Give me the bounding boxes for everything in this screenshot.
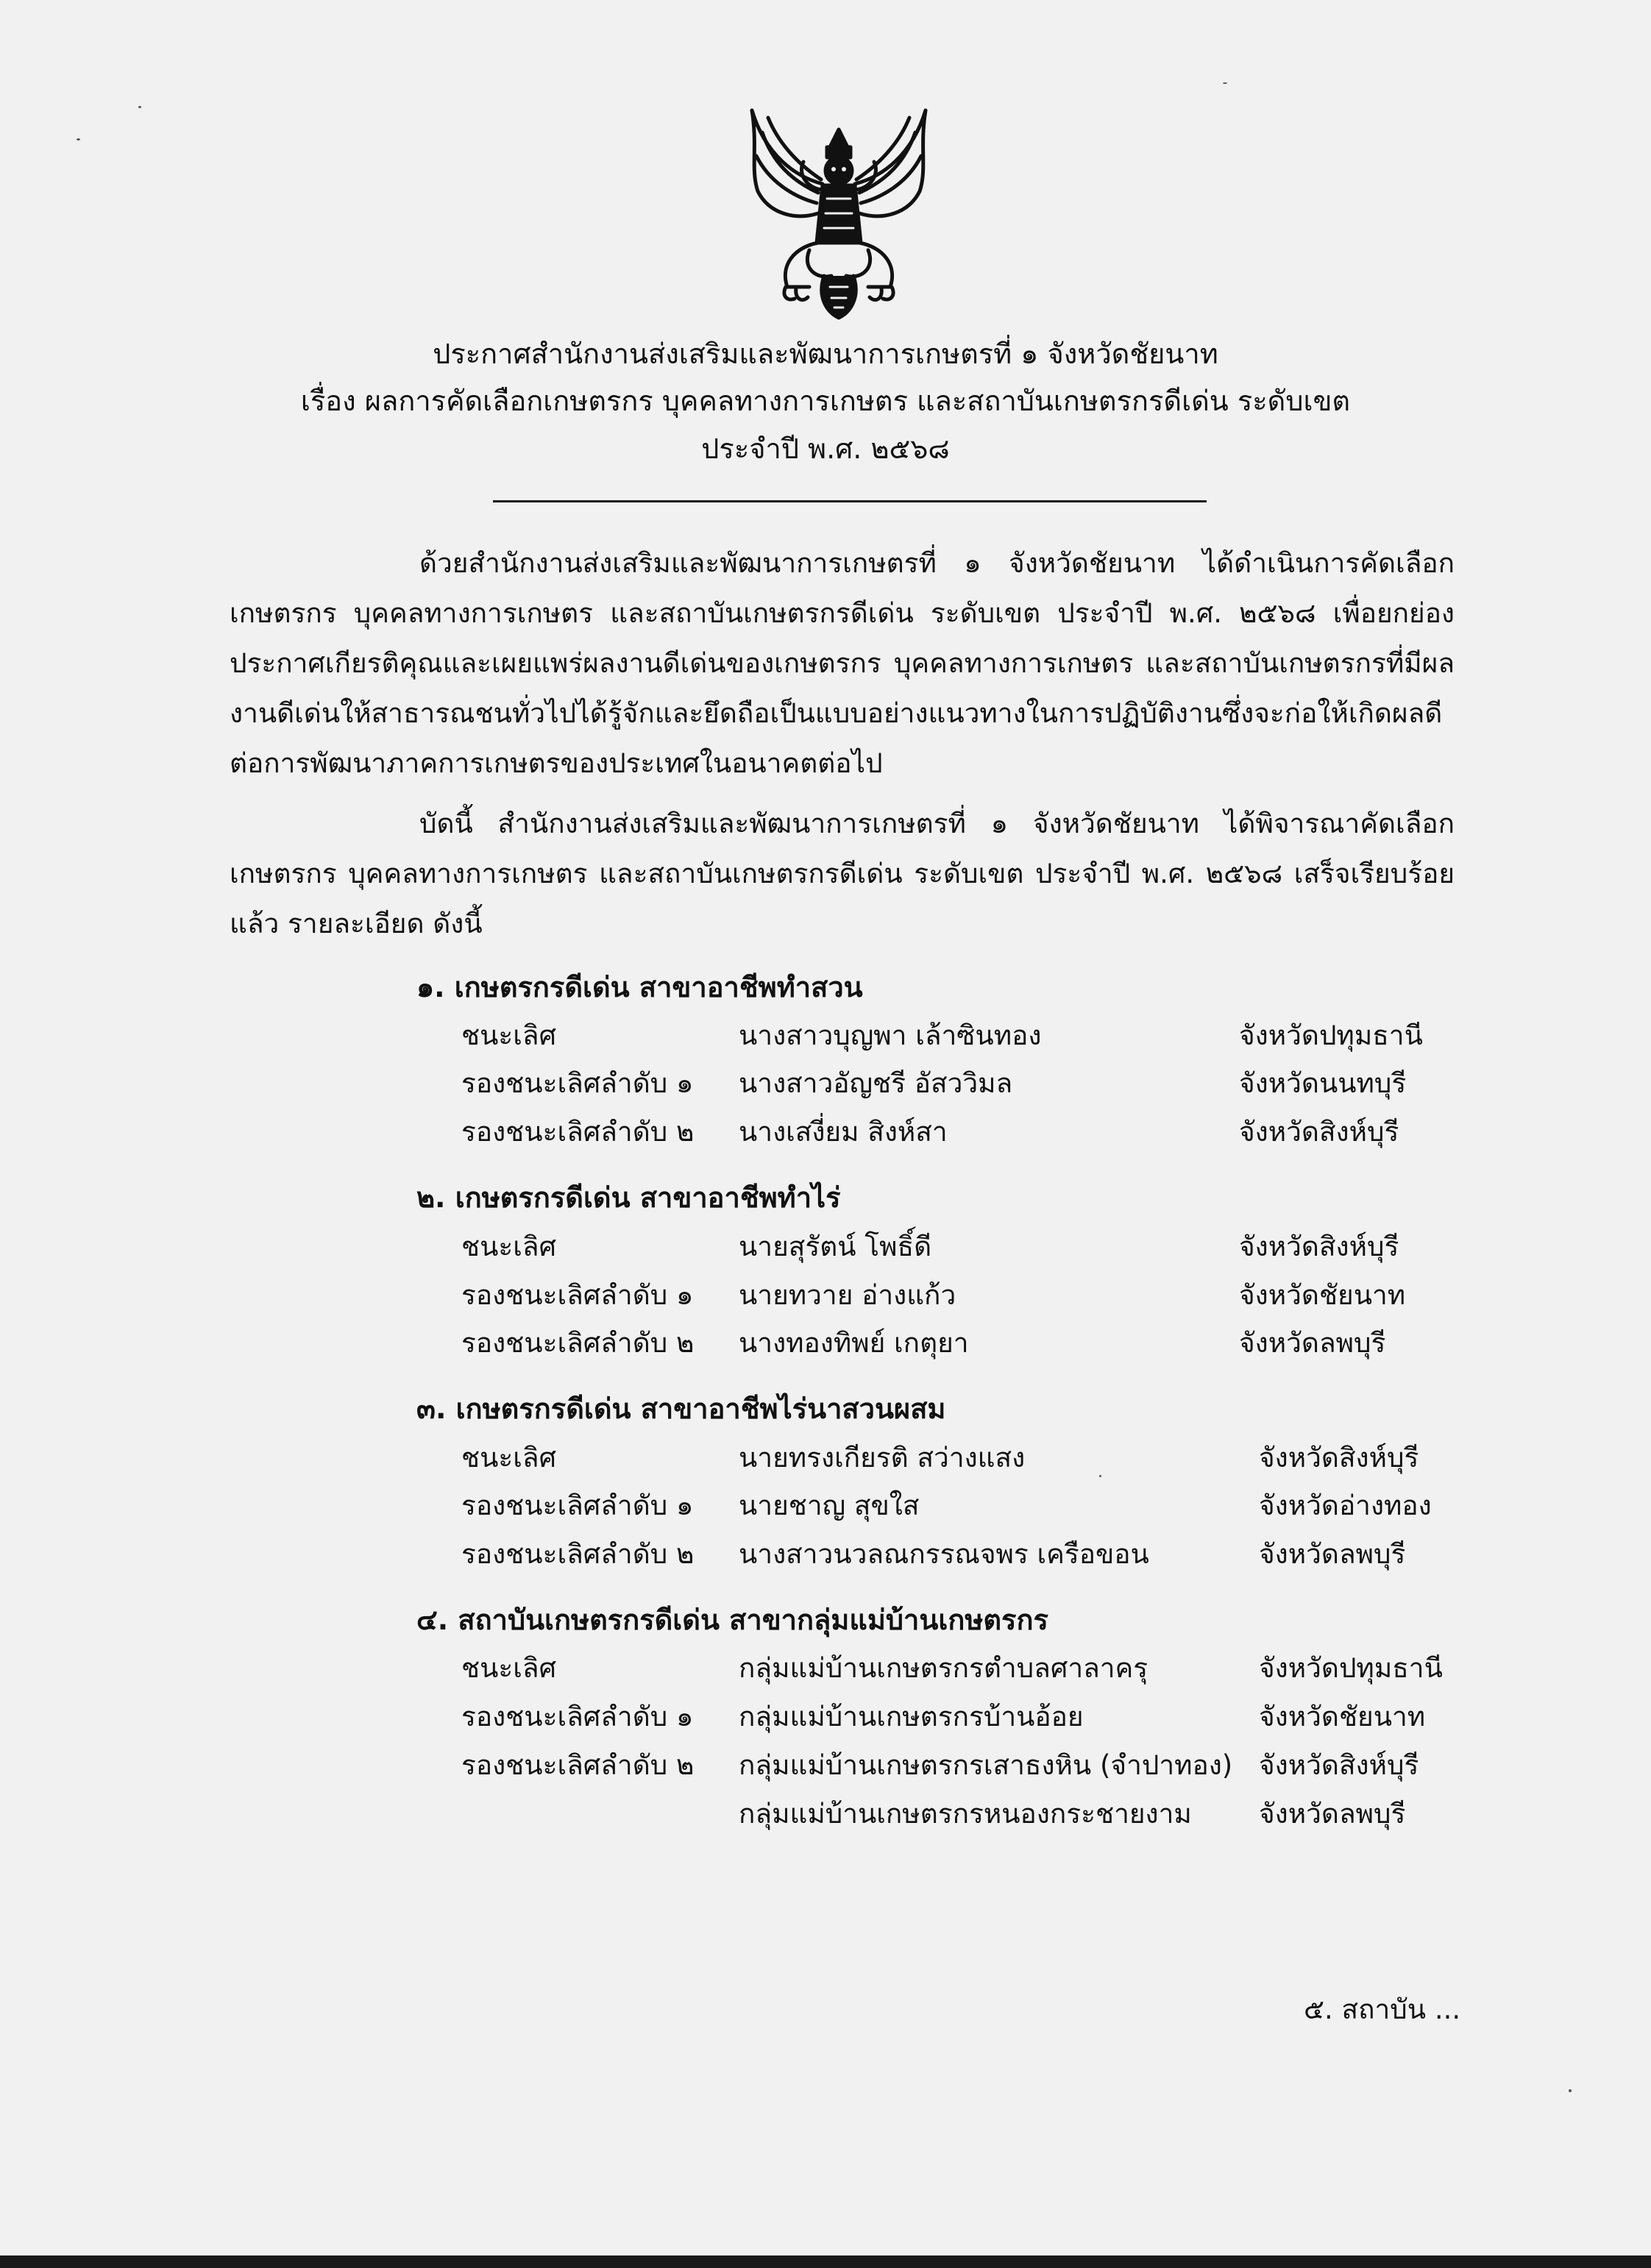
winner-province: จังหวัดสิงห์บุรี — [1239, 1231, 1399, 1262]
announcement-subject: เรื่อง ผลการคัดเลือกเกษตรกร บุคคลทางการเกษตร และสถาบันเกษตรกรดีเด่น ระดับเขต — [300, 385, 1351, 417]
winner-name: กลุ่มแม่บ้านเกษตรกรตำบลศาลาครุ — [739, 1652, 1148, 1684]
winner-province: จังหวัดสิงห์บุรี — [1259, 1749, 1419, 1781]
winner-name: กลุ่มแม่บ้านเกษตรกรบ้านอ้อย — [739, 1701, 1084, 1732]
scan-speck — [138, 106, 141, 108]
winner-province: จังหวัดสิงห์บุรี — [1259, 1442, 1419, 1474]
winner-province: จังหวัดสิงห์บุรี — [1239, 1116, 1399, 1148]
rank-label: รองชนะเลิศลำดับ ๑ — [461, 1279, 694, 1311]
winner-province: จังหวัดอ่างทอง — [1259, 1490, 1432, 1521]
winner-name: นางสาวนวลณกรรณจพร เครือขอน — [739, 1538, 1149, 1570]
announcement-year: ประจำปี พ.ศ. ๒๕๖๘ — [701, 433, 950, 465]
winner-province: จังหวัดชัยนาท — [1239, 1279, 1406, 1311]
rank-label: รองชนะเลิศลำดับ ๑ — [461, 1067, 694, 1099]
winner-name: นายทวาย อ่างแก้ว — [739, 1279, 956, 1311]
winner-name: นางเสงี่ยม สิงห์สา — [739, 1116, 948, 1148]
winner-name: นายชาญ สุขใส — [739, 1490, 920, 1521]
winner-province: จังหวัดชัยนาท — [1259, 1701, 1426, 1732]
winner-name: นางสาวบุญพา เล้าซินทอง — [739, 1020, 1042, 1051]
winner-name: นายสุรัตน์ โพธิ์ดี — [739, 1231, 932, 1262]
winner-name: กลุ่มแม่บ้านเกษตรกรเสาธงหิน (จำปาทอง) — [739, 1749, 1233, 1781]
result-paragraph-text: บัดนี้ สำนักงานส่งเสริมและพัฒนาการเกษตรที่ ๑ จังหวัดชัยนาท ได้พิจารณาคัดเลือกเกษตรกร บุคคลทางการเกษตร และสถาบันเกษตรกรดีเด่น ระดับเขต ประจำปี พ.ศ. ๒๕๖๘ เสร็จเรียบร้อยแล้ว รายละเอียด ดังนี้ — [230, 808, 1455, 939]
rank-label: ชนะเลิศ — [461, 1020, 557, 1051]
continuation-marker: ๕. สถาบัน ... — [1304, 1994, 1461, 2025]
rank-label: ชนะเลิศ — [461, 1231, 557, 1262]
rank-label: รองชนะเลิศลำดับ ๑ — [461, 1490, 694, 1521]
announcement-title: ประกาศสำนักงานส่งเสริมและพัฒนาการเกษตรที่ ๑ จังหวัดชัยนาท — [433, 338, 1218, 370]
scan-speck — [77, 138, 80, 141]
winner-province: จังหวัดปทุมธานี — [1239, 1020, 1423, 1051]
winner-province: จังหวัดปทุมธานี — [1259, 1652, 1443, 1684]
winner-name: นายทรงเกียรติ สว่างแสง — [739, 1442, 1026, 1474]
winner-name: กลุ่มแม่บ้านเกษตรกรหนองกระชายงาม — [739, 1798, 1192, 1830]
scan-bottom-edge — [0, 2255, 1651, 2268]
garuda-emblem-icon — [736, 103, 942, 324]
winner-province: จังหวัดลพบุรี — [1239, 1327, 1386, 1359]
rank-label: รองชนะเลิศลำดับ ๒ — [461, 1749, 695, 1781]
intro-paragraph — [230, 538, 1455, 789]
winner-name: นางทองทิพย์ เกตุยา — [739, 1327, 969, 1359]
section-title: ๑. เกษตรกรดีเด่น สาขาอาชีพทำสวน — [416, 971, 863, 1003]
rank-label: รองชนะเลิศลำดับ ๑ — [461, 1701, 694, 1732]
result-paragraph — [230, 799, 1455, 949]
rank-label: ชนะเลิศ — [461, 1442, 557, 1474]
winner-province: จังหวัดนนทบุรี — [1239, 1067, 1407, 1099]
section-title: ๔. สถาบันเกษตรกรดีเด่น สาขากลุ่มแม่บ้านเกษตรกร — [416, 1604, 1048, 1636]
section-title: ๓. เกษตรกรดีเด่น สาขาอาชีพไร่นาสวนผสม — [416, 1393, 946, 1425]
rank-label: รองชนะเลิศลำดับ ๒ — [461, 1116, 695, 1148]
scan-speck — [1099, 1475, 1101, 1477]
header-divider — [493, 500, 1207, 502]
winner-province: จังหวัดลพบุรี — [1259, 1798, 1406, 1830]
winner-name: นางสาวอัญชรี อัสววิมล — [739, 1067, 1013, 1099]
winner-province: จังหวัดลพบุรี — [1259, 1538, 1406, 1570]
rank-label: ชนะเลิศ — [461, 1652, 557, 1684]
intro-paragraph-text: ด้วยสำนักงานส่งเสริมและพัฒนาการเกษตรที่ ๑ จังหวัดชัยนาท ได้ดำเนินการคัดเลือกเกษตรกร บุคคลทางการเกษตร และสถาบันเกษตรกรดีเด่น ระดับเขต ประจำปี พ.ศ. ๒๕๖๘ เพื่อยกย่องประกาศเกียรติคุณและเผยแพร่ผลงานดีเด่นของเกษตรกร บุคคลทางการเกษตร และสถาบันเกษตรกรที่มีผลงานดีเด่นให้สาธารณชนทั่วไปได้รู้จักและยึดถือเป็นแบบอย่างแนวทางในการปฏิบัติงานซึ่งจะก่อให้เกิดผลดีต่อการพัฒนาภาคการเกษตรของประเทศในอนาคตต่อไป — [230, 547, 1455, 779]
scan-speck — [1223, 82, 1227, 84]
rank-label: รองชนะเลิศลำดับ ๒ — [461, 1538, 695, 1570]
rank-label: รองชนะเลิศลำดับ ๒ — [461, 1327, 695, 1359]
section-title: ๒. เกษตรกรดีเด่น สาขาอาชีพทำไร่ — [416, 1181, 841, 1214]
scan-speck — [1569, 2089, 1572, 2092]
